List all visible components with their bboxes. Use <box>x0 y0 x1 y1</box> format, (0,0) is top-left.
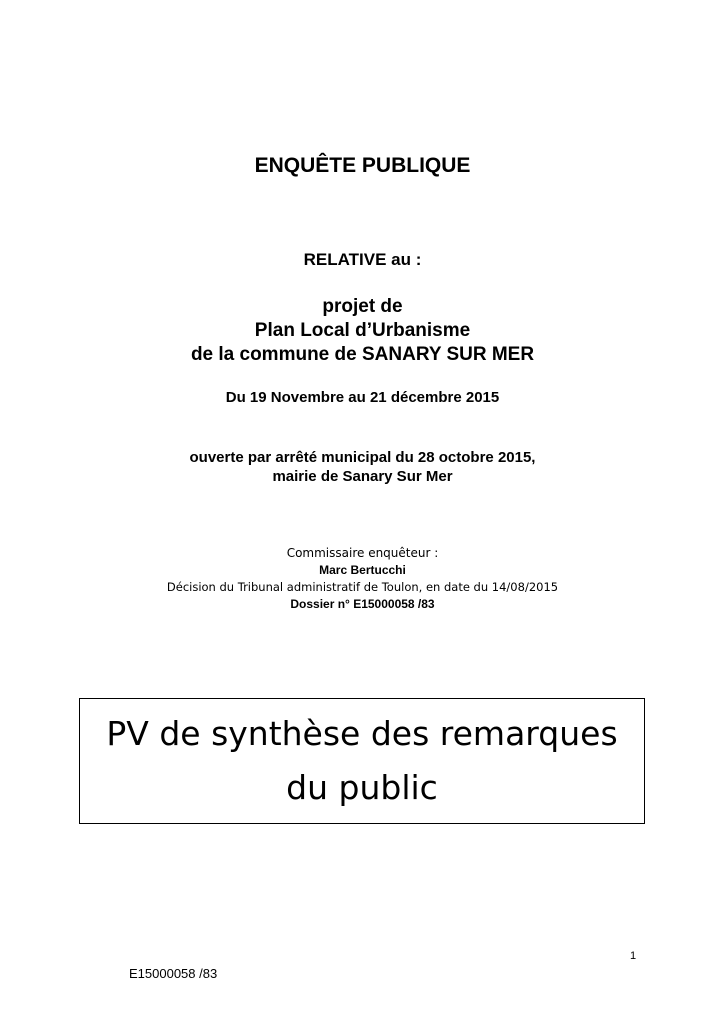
opening-line-2: mairie de Sanary Sur Mer <box>272 468 453 485</box>
project-heading <box>0 295 725 367</box>
inquiry-dates: Du 19 Novembre au 21 décembre 2015 <box>225 389 500 406</box>
opening-line-1: ouverte par arrêté municipal du 28 octobre 2015, <box>189 449 536 466</box>
page-number: 1 <box>630 950 637 962</box>
pv-title-line-2: du public <box>286 768 438 807</box>
footer-reference: E15000058 /83 <box>129 966 218 981</box>
project-line-3: de la commune de SANARY SUR MER <box>190 344 535 365</box>
commissioner-label: Commissaire enquêteur : <box>286 546 439 560</box>
pv-title-line-1: PV de synthèse des remarques <box>106 714 618 753</box>
project-line-1: projet de <box>322 296 403 317</box>
dossier-number: Dossier n° E15000058 /83 <box>290 597 435 611</box>
relative-label: RELATIVE au : <box>303 250 422 269</box>
project-line-2: Plan Local d’Urbanisme <box>254 320 471 341</box>
tribunal-decision: Décision du Tribunal administratif de Toulon, en date du 14/08/2015 <box>166 580 559 594</box>
document-title: ENQUÊTE PUBLIQUE <box>254 154 471 177</box>
commissioner-name: Marc Bertucchi <box>319 563 406 577</box>
pv-title-box <box>79 698 645 824</box>
opening-notice <box>0 448 725 486</box>
